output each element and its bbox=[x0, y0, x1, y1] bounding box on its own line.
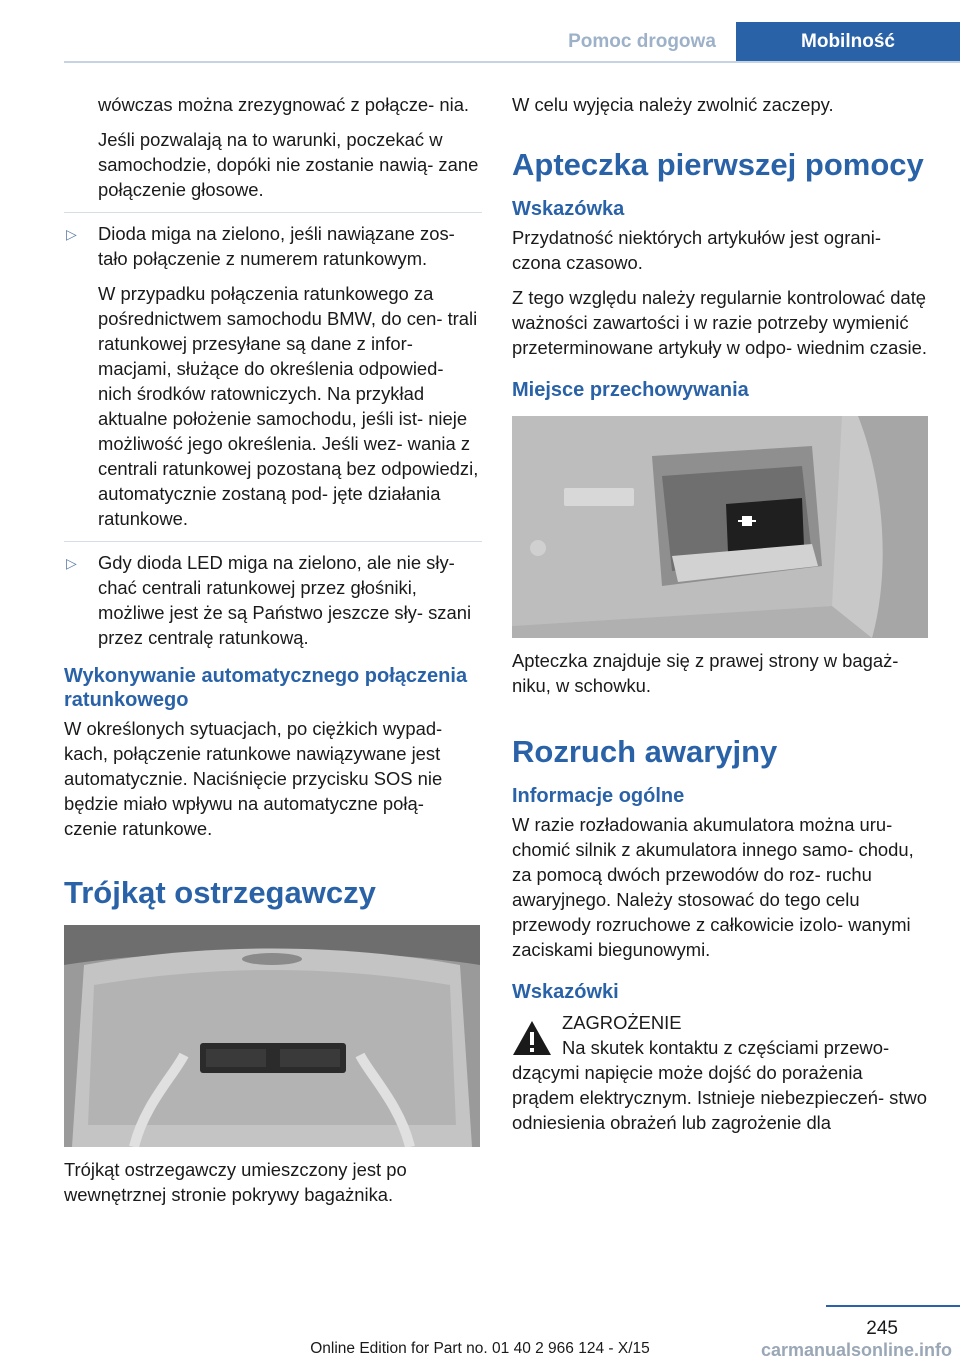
list-item bbox=[64, 541, 482, 650]
continued-paragraph-2: Jeśli pozwalają na to warunki, poczekać w samochodzie, dopóki nie zostanie nawią‐ zane połączenie głosowe. bbox=[98, 129, 479, 200]
note-paragraph-1: Przydatność niektórych artykułów jest ograni‐ czona czasowo. bbox=[512, 227, 881, 273]
triangle-bullet-icon: ▷ bbox=[66, 555, 77, 571]
note-heading: Wskazówka bbox=[512, 198, 625, 220]
auto-call-heading: Wykonywanie automatycznego połączenia ratunkowego bbox=[64, 665, 468, 711]
storage-caption: Apteczka znajduje się z prawej strony w bagaż‐ niku, w schowku. bbox=[512, 650, 899, 696]
storage-heading: Miejsce przechowywania bbox=[512, 379, 749, 401]
warning-triangle-heading: Trójkąt ostrzegawczy bbox=[64, 875, 376, 910]
jump-start-heading: Rozruch awaryjny bbox=[512, 734, 778, 769]
continued-paragraph-1: wówczas można zrezygnować z połącze‐ nia. bbox=[98, 94, 470, 115]
list-item-text: W przypadku połączenia ratunkowego za pośrednictwem samochodu BMW, do cen‐ trali ratunkowej przesyłane są dane z infor‐ macjami, służące do określenia odpowied‐ nich środków ratowniczych. Na przykład aktualne położenie samochodu, jeśli ist‐ nieje możliwość jego określenia. Jeśli wez‐ wania z centrali ratunkowej pozostaną bez odpowiedzi, automatycznie zostaną pod‐ jęte działania ratunkowe. bbox=[98, 283, 479, 529]
list-item-text: Dioda miga na zielono, jeśli nawiązane zos‐ tało połączenie z numerem ratunkowym. bbox=[98, 223, 455, 269]
release-text: W celu wyjęcia należy zwolnić zaczepy. bbox=[512, 94, 834, 115]
watermark: carmanualsonline.info bbox=[760, 1340, 952, 1360]
first-aid-compartment-image bbox=[512, 416, 928, 638]
danger-text: dzącymi napięcie może dojść do porażenia prądem elektrycznym. Istnieje niebezpieczeń‐ stwo odniesienia obrażeń lub zagrożenie dla bbox=[512, 1062, 927, 1133]
list-item bbox=[64, 212, 482, 531]
warning-triangle-caption: Trójkąt ostrzegawczy umieszczony jest po wewnętrznej stronie pokrywy bagażnika. bbox=[64, 1159, 407, 1205]
footer-divider bbox=[826, 1305, 960, 1307]
header-divider bbox=[64, 61, 960, 63]
section-tab[interactable]: Pomoc drogowa bbox=[548, 22, 736, 62]
danger-text-first-line: Na skutek kontaktu z częściami przewo‐ bbox=[562, 1037, 890, 1058]
general-info-heading: Informacje ogólne bbox=[512, 785, 685, 807]
danger-warning bbox=[512, 1010, 930, 1060]
notes-heading: Wskazówki bbox=[512, 981, 619, 1003]
chapter-tab[interactable]: Mobilność bbox=[736, 22, 960, 62]
page-number: 245 bbox=[866, 1318, 898, 1339]
left-column bbox=[64, 92, 482, 1207]
danger-label: ZAGROŻENIE bbox=[562, 1012, 682, 1033]
note-paragraph-2: Z tego względu należy regularnie kontrolować datę ważności zawartości i w razie potrzeby wymienić przeterminowane artykuły w odpo‐ wiednim czasie. bbox=[512, 287, 927, 358]
trunk-lid-image bbox=[64, 925, 480, 1147]
general-info-text: W razie rozładowania akumulatora można uru‐ chomić silnik z akumulatora innego samo‐ chodu, za pomocą dwóch przewodów do roz‐ ruchu awaryjnego. Należy stosować do tego celu przewody rozruchowe z całkowicie izolo‐ wanymi zaciskami biegunowymi. bbox=[512, 814, 914, 960]
triangle-bullet-icon: ▷ bbox=[66, 226, 77, 242]
right-column bbox=[512, 92, 930, 1145]
edition-line: Online Edition for Part no. 01 40 2 966 124 - X/15 bbox=[310, 1340, 650, 1357]
first-aid-heading: Apteczka pierwszej pomocy bbox=[512, 147, 924, 182]
auto-call-text: W określonych sytuacjach, po ciężkich wypad‐ kach, połączenie ratunkowe nawiązywane jest automatycznie. Naciśnięcie przycisku SOS nie będzie miało wpływu na automatyczne połą‐ czenie ratunkowe. bbox=[64, 718, 443, 839]
warning-triangle-icon bbox=[512, 1020, 552, 1056]
list-item-text: Gdy dioda LED miga na zielono, ale nie sły‐ chać centrali ratunkowej przez głośniki, możliwe jest że są Państwo jeszcze sły‐ szani przez centralę ratunkową. bbox=[98, 552, 472, 648]
